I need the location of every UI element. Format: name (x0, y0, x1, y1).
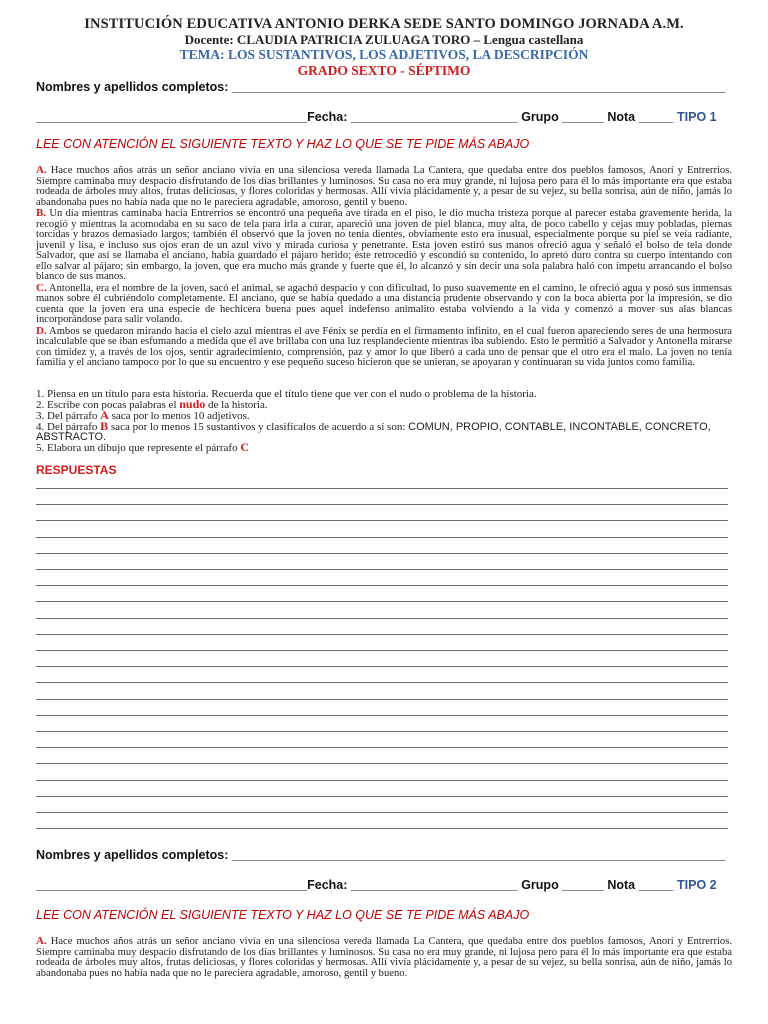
answer-line (36, 796, 728, 797)
theme-line: TEMA: LOS SUSTANTIVOS, LOS ADJETIVOS, LA DESCRIPCIÓN (179, 47, 589, 62)
answer-line (36, 569, 728, 570)
paragraph-letter-c: C. (36, 281, 47, 294)
paragraph-b: Un día mientras caminaba hacia Entrerrios se encontró una pequeña ave tirada en el piso, le dio mucha tristeza porque al parecer estaba gravemente herida, la recogió y mientras la acomodaba en su saco de tela para irla a curar, apareció una joven de piel blanca, muy alta, de poco cabello y cejas muy pobladas, piernas torcidas y brazos demasiado largos; también él observó que la joven no tenía dientes, obviamente esto era inusual, especialmente porque su piel se veía radiante, juvenil y lisa, e incluso sus ojos eran de un azul vivo y mirada curiosa y penetrante. Esta joven estiró sus manos ofreció agua y señaló el bolso de tela donde Salvador, que así se llamaba el anciano, había guardado el pájaro herido; éste retrocedió y escondió su contenido, lo apretó duro contra su cuerpo intentando con ello salvar al pájaro; sin embargo, la joven, que era mucho más grande y fuerte que él, lo alcanzó y sin decir una sola palabra haló con ímpetu arrancando el bolso blanco de sus manos. (36, 208, 732, 282)
question-5: 5. Elabora un dibujo que represente el párrafo C (36, 440, 250, 454)
institution-title: INSTITUCIÓN EDUCATIVA ANTONIO DERKA SEDE SANTO DOMINGO JORNADA A.M. (84, 16, 684, 32)
paragraph-d: Ambos se quedaron mirando hacia el cielo azul mientras el ave Fénix se perdía en el firmamento infinito, en el cual fueron apareciendo seres de una hermosura incalculable que se iban esfumando a medida que el ave brillaba con una luz resplandeciente mientras iba subiendo. Esto le permitió a Salvador y Antonella mirarse con timidez y, a través de los ojos, sentir agradecimiento, comprensión, paz y amor lo que liberó a cada uno de pensar que el otro era el malo. La joven no tenía familia y el anciano tampoco por lo que su encuentro y ese pequeño suceso hicieron que se unieran, se apoyaran y continuaran su vida juntos como familia. (36, 325, 732, 368)
answers-heading: RESPUESTAS (36, 463, 117, 477)
grade-line: GRADO SEXTO - SÉPTIMO (297, 63, 471, 78)
paragraph-a-2: Hace muchos años atrás un señor anciano vivía en una silenciosa vereda llamada La Cantera, que quedaba entre dos pueblos famosos, Anorí y Entrerrios. Siempre caminaba muy despacio disfrutando de los días brillantes y luminosos. Su casa no era muy grande, ni lujosa pero para él lo más importante era que estaba rodeada de árboles muy altos, frutas deliciosas, y flores coloridas y hermosas. Allí vivía plácidamente y, a pesar de su vejez, su bella sonrisa, aún de niño, jamás lo abandonaba pues no había nada que no le pareciera agradable, amoroso, gentil y bueno. (36, 936, 732, 979)
answer-line (36, 618, 728, 619)
question-3: 3. Del párrafo A saca por lo menos 10 adjetivos. (36, 408, 250, 422)
answer-line (36, 585, 728, 586)
story-text-2 (36, 936, 732, 979)
tipo-label-1: TIPO 1 (677, 110, 717, 124)
paragraph-c: Antonella, era el nombre de la joven, sacó el animal, se agachó despacio y con dificultad, lo puso suavemente en el camino, le ofreció agua y posó sus inmensas manos sobre él cubriéndolo completamente. El anciano, que se había quedado a una distancia prudente observando y con la boca abierta por la impresión, se dio cuenta que la joven era una especie de hechicera buena pues aquel indefenso animalito estaba volviendo a la vida y comenzó a mover sus alas blancas incorporándose para salir volando. (36, 282, 732, 325)
answer-line (36, 504, 728, 505)
answer-line (36, 601, 728, 602)
name-field-1: Nombres y apellidos completos: _______________________________________________________________________ (36, 80, 726, 94)
answer-line (36, 553, 728, 554)
tipo-label-2: TIPO 2 (677, 878, 717, 892)
answer-line (36, 488, 728, 489)
answer-line (36, 666, 728, 667)
teacher-line: Docente: CLAUDIA PATRICIA ZULUAGA TORO – Lengua castellana (184, 32, 584, 47)
question-2: 2. Escribe con pocas palabras el nudo de la historia. (36, 397, 268, 411)
paragraph-letter-d: D. (36, 324, 47, 337)
answer-line (36, 812, 728, 813)
answer-line (36, 715, 728, 716)
answer-line (36, 747, 728, 748)
name-field-2: Nombres y apellidos completos: _______________________________________________________________________ (36, 848, 726, 862)
answer-line (36, 828, 728, 829)
answer-line (36, 634, 728, 635)
answer-line (36, 763, 728, 764)
answer-line (36, 520, 728, 521)
date-group-grade-row-2: _______________________________________Fecha: ________________________ Grupo ______ Nota _____ (36, 878, 674, 892)
answer-line (36, 682, 728, 683)
answer-line (36, 780, 728, 781)
paragraph-a: Hace muchos años atrás un señor anciano vivía en una silenciosa vereda llamada La Cantera, que quedaba entre dos pueblos famosos, Anorí y Entrerrios. Siempre caminaba muy despacio disfrutando de los días brillantes y luminosos. Su casa no era muy grande, ni lujosa pero para él lo más importante era que estaba rodeada de árboles muy altos, frutas deliciosas, y flores coloridas y hermosas. Allí vivía plácidamente y, a pesar de su vejez, su bella sonrisa, aún de niño, jamás lo abandonaba pues no había nada que no le pareciera agradable, amoroso, gentil y bueno. (36, 165, 732, 208)
date-group-grade-row-1: _______________________________________Fecha: ________________________ Grupo ______ Nota _____ (36, 110, 674, 124)
paragraph-letter-a-2: A. (36, 935, 47, 947)
answer-line (36, 699, 728, 700)
question-4: 4. Del párrafo B saca por lo menos 15 sustantivos y clasifícalos de acuerdo a sí son: COMUN, PROPIO, CONTABLE, INCONTABLE, CONCRETO, ABSTRACTO. (36, 419, 711, 443)
instruction-1: LEE CON ATENCIÓN EL SIGUIENTE TEXTO Y HAZ LO QUE SE TE PIDE MÁS ABAJO (36, 137, 530, 151)
answer-line (36, 650, 728, 651)
paragraph-letter-b: B. (36, 207, 47, 219)
instruction-2: LEE CON ATENCIÓN EL SIGUIENTE TEXTO Y HAZ LO QUE SE TE PIDE MÁS ABAJO (36, 908, 530, 922)
question-list (36, 389, 736, 453)
paragraph-letter-a: A. (36, 164, 47, 176)
answer-line (36, 537, 728, 538)
question-1: 1. Piensa en un título para esta historia. Recuerda que el título tiene que ver con el nudo o problema de la historia. (36, 388, 537, 400)
story-text-1 (36, 165, 732, 369)
answer-line (36, 731, 728, 732)
